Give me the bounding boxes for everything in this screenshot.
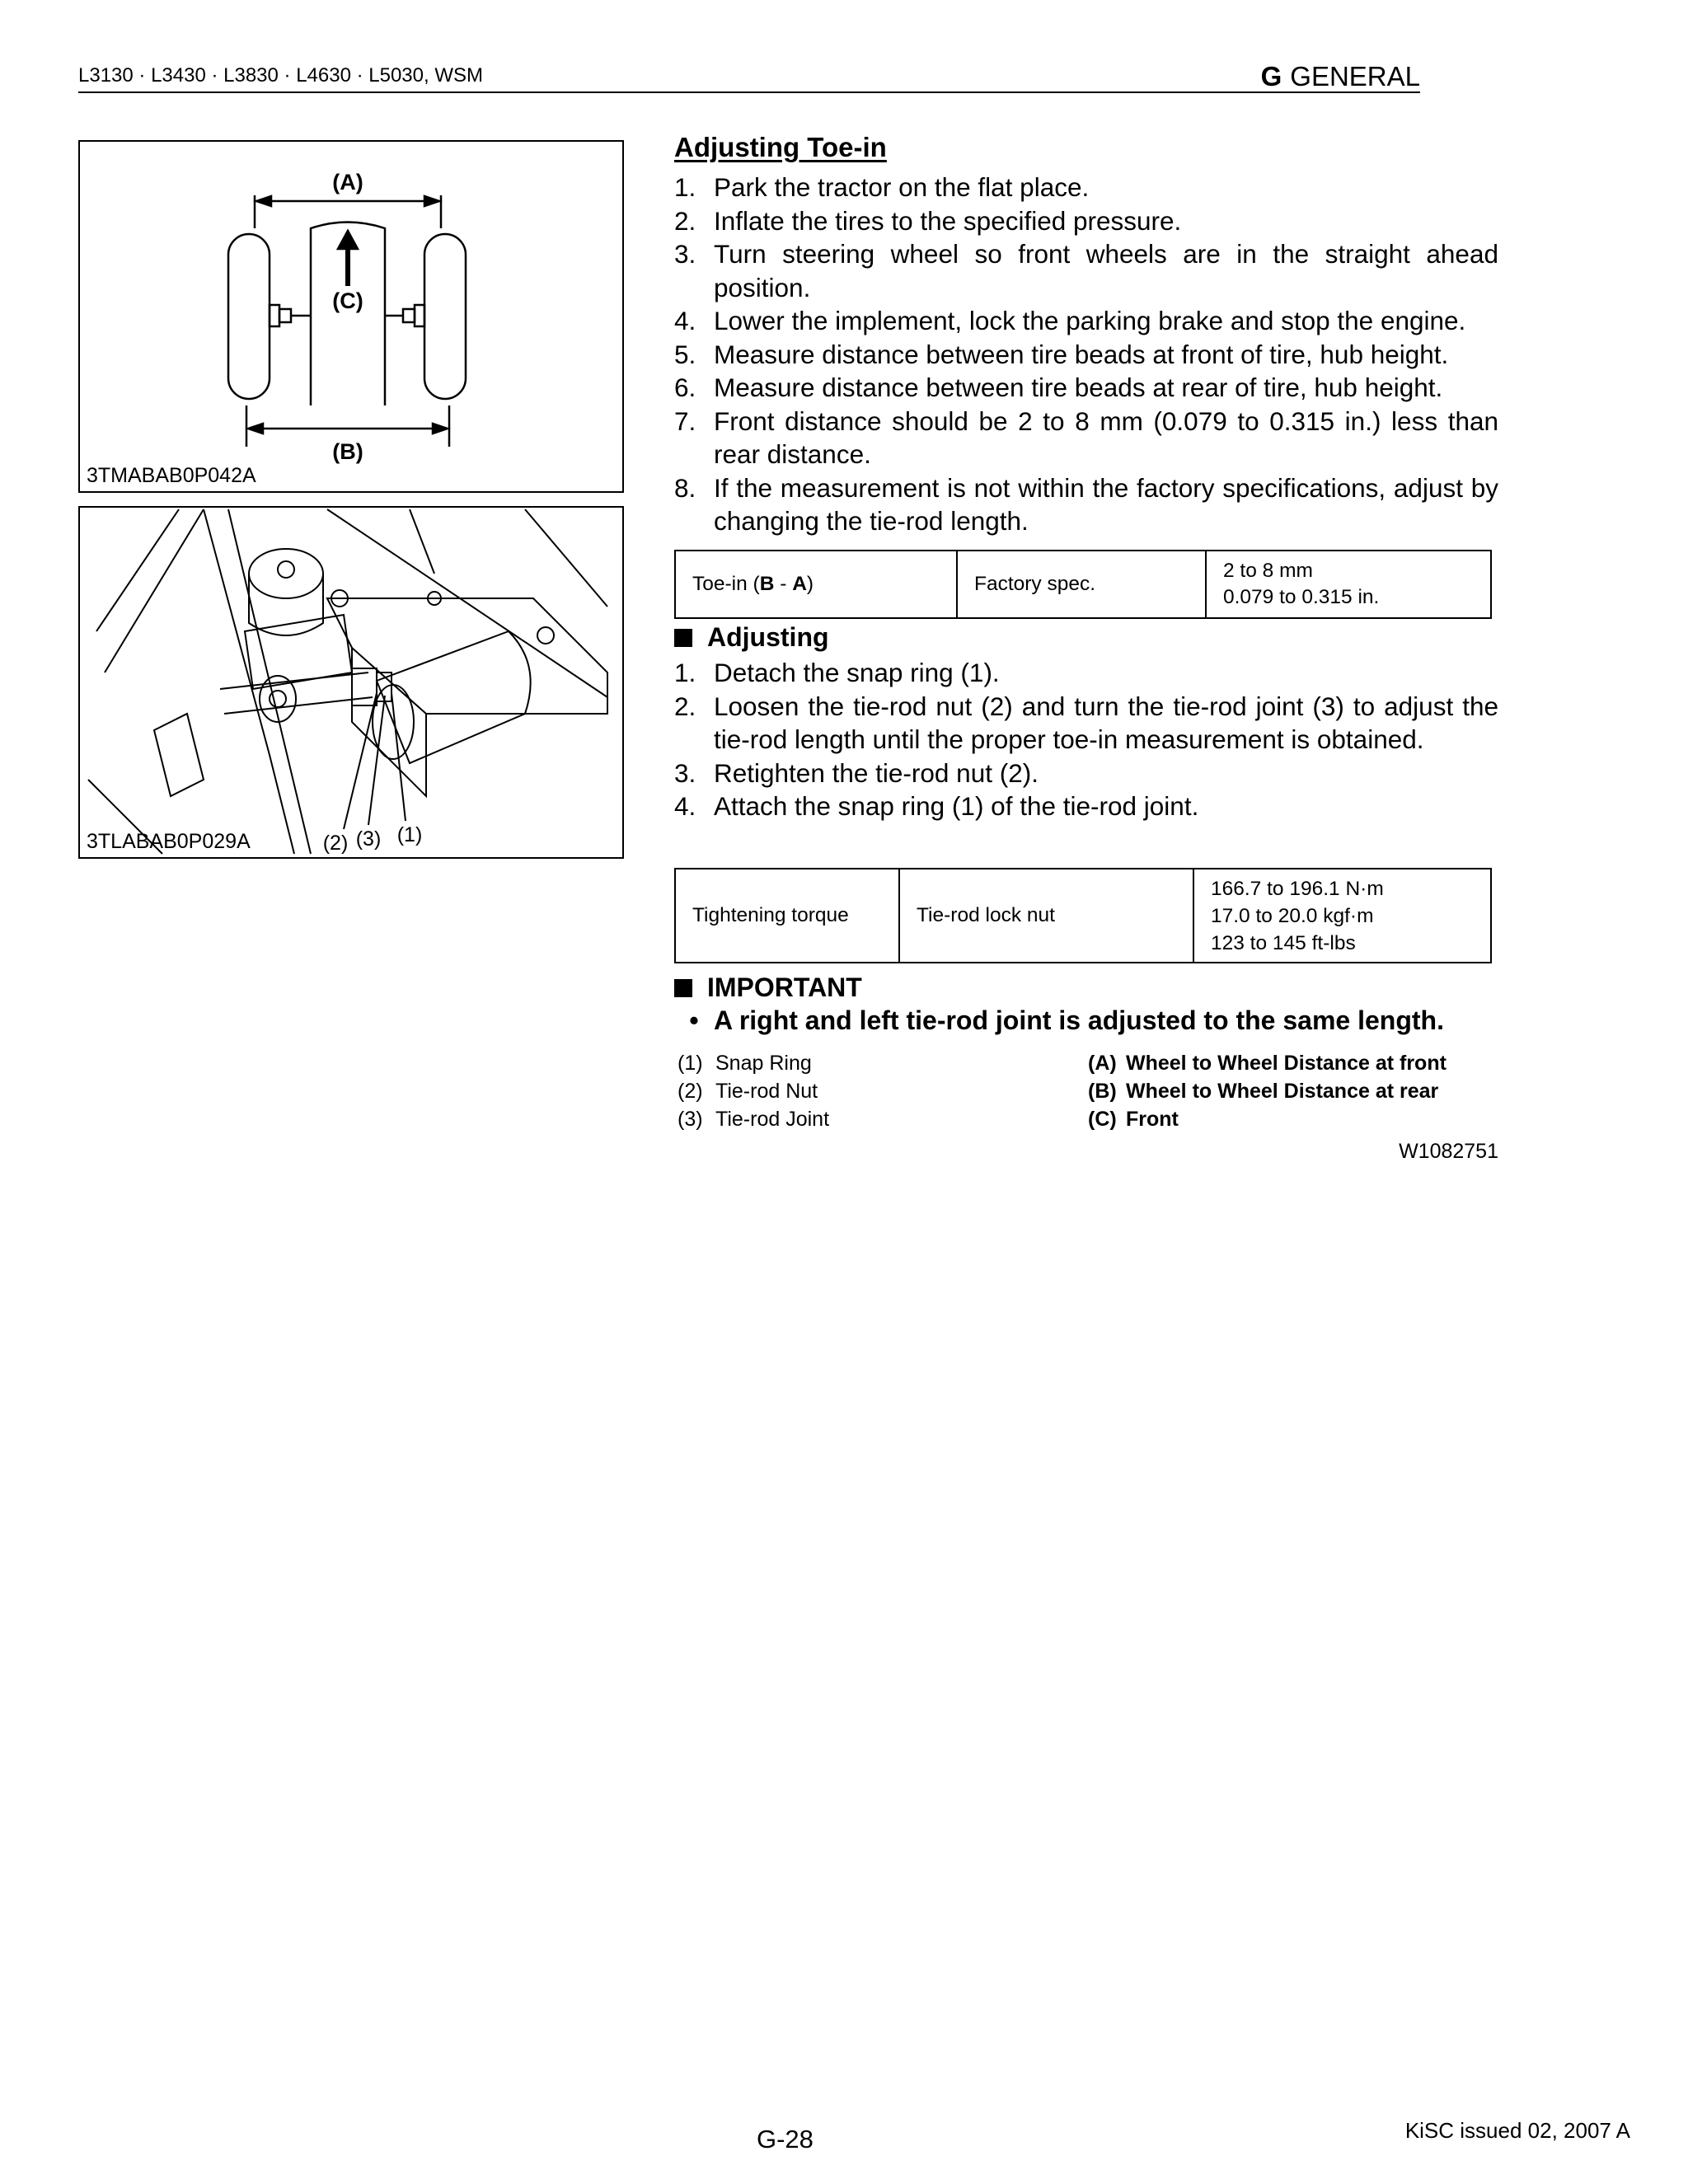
spec-value: 2 to 8 mm 0.079 to 0.315 in. <box>1206 551 1491 618</box>
legend-item: (B) Wheel to Wheel Distance at rear <box>1088 1080 1439 1103</box>
tie-rod-illustration <box>78 506 624 859</box>
issue-note: KiSC issued 02, 2007 A <box>1404 2118 1630 2143</box>
document-code: W1082751 <box>1399 1140 1498 1163</box>
list-item: 5. Measure distance between tire beads at front of tire, hub height. <box>674 339 1449 369</box>
spec-type: Factory spec. <box>957 551 1206 618</box>
callout-3: (3) <box>355 827 382 851</box>
section-name: GENERAL <box>1290 61 1420 91</box>
legend-item: (C) Front <box>1088 1108 1179 1131</box>
figure-code: 3TMABAB0P042A <box>87 464 256 487</box>
legend-dimensions <box>1088 1049 1447 1133</box>
label-c: (C) <box>332 288 363 313</box>
square-bullet-icon <box>674 629 692 647</box>
list-item: 2. Loosen the tie-rod nut (2) and turn the tie-rod joint (3) to adjust the tie-rod length until the proper toe-in measurement is obtained. <box>674 691 1498 754</box>
toe-in-drawing <box>80 142 622 491</box>
list-item: 6. Measure distance between tire beads at rear of tire, hub height. <box>674 373 1443 402</box>
callout-1: (1) <box>396 823 423 846</box>
adjusting-heading: Adjusting <box>674 622 829 653</box>
torque-item: Tightening torque <box>675 869 899 963</box>
header-section <box>1261 61 1420 92</box>
list-item: 3. Turn steering wheel so front wheels are in the straight ahead position. <box>674 239 1498 302</box>
section-title: Adjusting Toe-in <box>674 132 887 162</box>
square-bullet-icon <box>674 979 692 997</box>
toe-in-steps <box>674 171 1498 538</box>
important-heading: IMPORTANT <box>674 972 862 1003</box>
torque-part: Tie-rod lock nut <box>899 869 1193 963</box>
list-item: 8. If the measurement is not within the factory specifications, adjust by changing the tie-rod length. <box>674 472 1498 536</box>
header-rule <box>78 91 1420 93</box>
legend-item: (1) Snap Ring <box>678 1052 812 1075</box>
list-item: 2. Inflate the tires to the specified pressure. <box>674 205 1182 236</box>
spec-item: Toe-in (B - A) <box>675 551 957 618</box>
important-note: • A right and left tie-rod joint is adjusted to the same length. <box>689 1005 1444 1035</box>
adjusting-steps <box>674 656 1498 823</box>
toe-in-diagram <box>78 140 624 493</box>
section-letter: G <box>1260 61 1282 91</box>
list-item: 4. Lower the implement, lock the parking brake and stop the engine. <box>674 306 1466 335</box>
page-number: G-28 <box>757 2125 814 2154</box>
legend-item: (A) Wheel to Wheel Distance at front <box>1088 1052 1447 1075</box>
tie-rod-drawing <box>80 508 622 857</box>
torque-table <box>674 868 1492 963</box>
callout-2: (2) <box>322 832 349 855</box>
legend-item: (2) Tie-rod Nut <box>678 1080 818 1103</box>
header-models: L3130 · L3430 · L3830 · L4630 · L5030, WSM <box>78 64 483 87</box>
torque-value: 166.7 to 196.1 N·m 17.0 to 20.0 kgf·m 123 to 145 ft-lbs <box>1193 869 1491 963</box>
legend-item: (3) Tie-rod Joint <box>678 1108 830 1131</box>
list-item: 7. Front distance should be 2 to 8 mm (0.079 to 0.315 in.) less than rear distance. <box>674 405 1498 469</box>
list-item: 4. Attach the snap ring (1) of the tie-rod joint. <box>674 791 1199 821</box>
list-item: 3. Retighten the tie-rod nut (2). <box>674 757 1039 788</box>
toe-in-spec-table <box>674 550 1492 619</box>
label-b: (B) <box>332 439 363 464</box>
list-item: 1. Detach the snap ring (1). <box>674 658 1000 687</box>
list-item: 1. Park the tractor on the flat place. <box>674 172 1090 202</box>
label-a: (A) <box>332 170 363 194</box>
figure-code: 3TLABAB0P029A <box>87 830 251 853</box>
legend-parts <box>678 1049 829 1133</box>
